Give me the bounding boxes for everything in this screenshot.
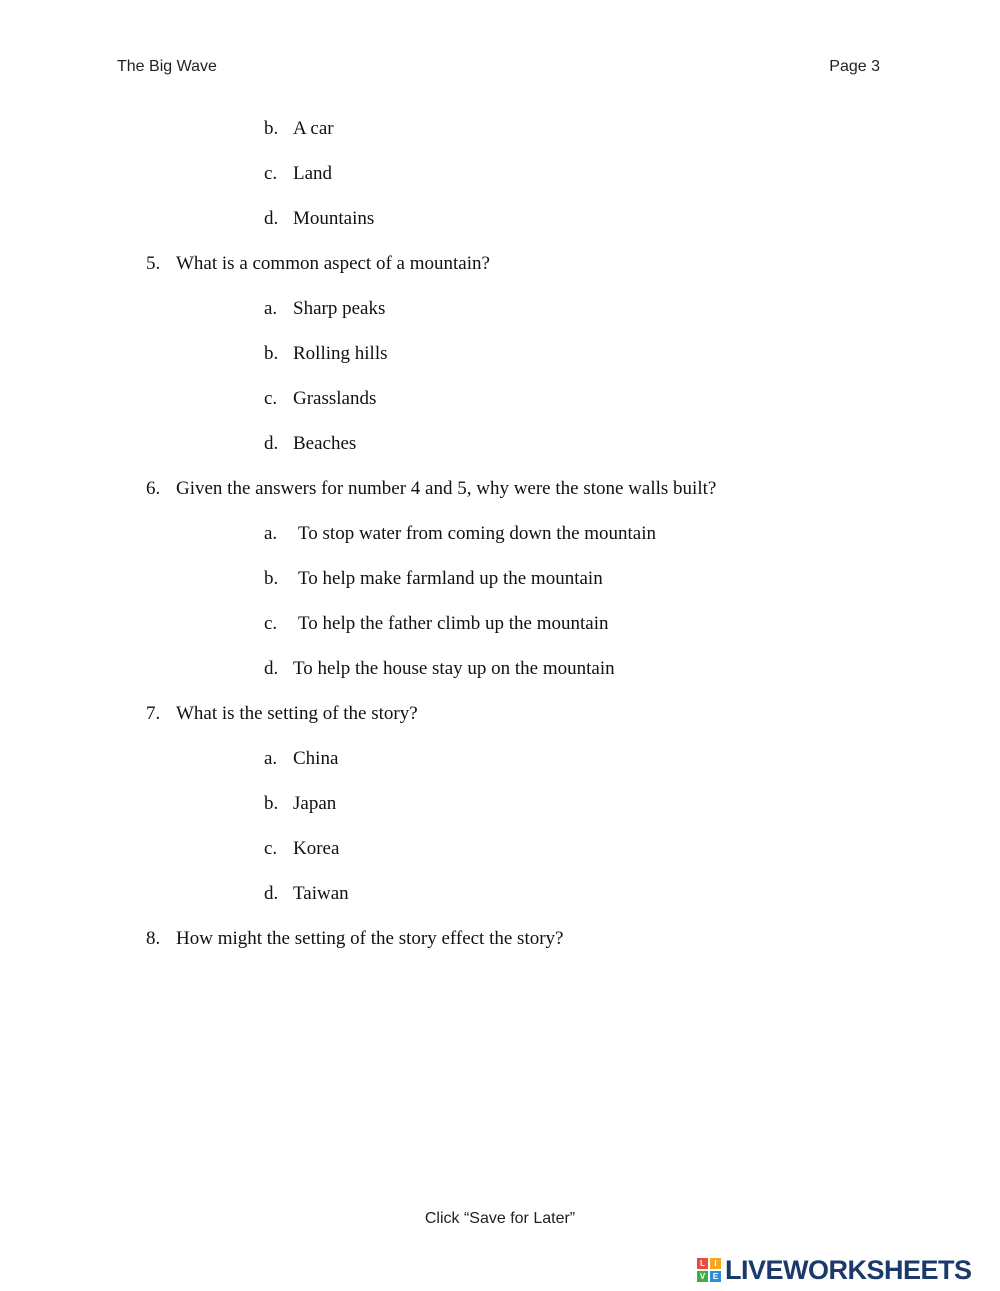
option-letter: b. <box>264 343 279 364</box>
option-letter: a. <box>264 298 278 319</box>
logo-tile: I <box>710 1258 721 1269</box>
option-letter: c. <box>264 613 278 634</box>
answer-option <box>0 791 1000 836</box>
question-text: What is a common aspect of a mountain? <box>176 253 490 274</box>
option-text: Rolling hills <box>293 343 388 364</box>
question-5 <box>0 251 1000 296</box>
logo-tile: E <box>710 1271 721 1282</box>
option-letter: d. <box>264 433 279 454</box>
document-title: The Big Wave <box>117 58 217 75</box>
option-letter: c. <box>264 838 278 859</box>
answer-option <box>0 836 1000 881</box>
logo-tile: V <box>697 1271 708 1282</box>
logo-tile: L <box>697 1258 708 1269</box>
option-letter: b. <box>264 793 279 814</box>
question-8 <box>0 926 1000 971</box>
question-text: What is the setting of the story? <box>176 703 418 724</box>
option-letter: d. <box>264 883 279 904</box>
option-text: To help the house stay up on the mountain <box>293 658 615 679</box>
save-instruction: Click “Save for Later” <box>424 1210 576 1227</box>
question-number: 6. <box>146 478 161 499</box>
worksheet-body <box>0 116 1000 971</box>
answer-option <box>0 341 1000 386</box>
brand-name: LIVEWORKSHEETS <box>725 1254 972 1285</box>
option-text: A car <box>293 118 334 139</box>
option-text: Mountains <box>293 208 375 229</box>
page-number: Page 3 <box>829 58 880 75</box>
option-letter: b. <box>264 118 279 139</box>
answer-option <box>0 521 1000 566</box>
answer-option <box>0 206 1000 251</box>
option-text: China <box>293 748 339 769</box>
logo-mark-icon <box>697 1258 721 1282</box>
answer-option <box>0 296 1000 341</box>
question-text: Given the answers for number 4 and 5, why were the stone walls built? <box>176 478 717 499</box>
option-letter: d. <box>264 208 279 229</box>
answer-option <box>0 611 1000 656</box>
option-letter: c. <box>264 163 278 184</box>
answer-option <box>0 431 1000 476</box>
question-number: 5. <box>146 253 161 274</box>
question-number: 7. <box>146 703 161 724</box>
answer-option <box>0 746 1000 791</box>
option-letter: a. <box>264 523 278 544</box>
question-number: 8. <box>146 928 161 949</box>
option-text: To help the father climb up the mountain <box>298 613 609 634</box>
option-text: Grasslands <box>293 388 377 409</box>
answer-option <box>0 161 1000 206</box>
option-letter: a. <box>264 748 278 769</box>
answer-option <box>0 656 1000 701</box>
answer-option <box>0 881 1000 926</box>
option-text: Sharp peaks <box>293 298 386 319</box>
answer-option <box>0 386 1000 431</box>
option-letter: b. <box>264 568 279 589</box>
answer-option <box>0 566 1000 611</box>
option-text: Beaches <box>293 433 357 454</box>
option-text: Korea <box>293 838 340 859</box>
option-text: To help make farmland up the mountain <box>298 568 603 589</box>
option-text: Japan <box>293 793 337 814</box>
option-text: To stop water from coming down the mountain <box>298 523 657 544</box>
question-7 <box>0 701 1000 746</box>
option-text: Taiwan <box>293 883 349 904</box>
liveworksheets-logo <box>697 1255 972 1285</box>
question-text: How might the setting of the story effect the story? <box>176 928 564 949</box>
question-6 <box>0 476 1000 521</box>
answer-option <box>0 116 1000 161</box>
option-letter: c. <box>264 388 278 409</box>
option-letter: d. <box>264 658 279 679</box>
option-text: Land <box>293 163 333 184</box>
